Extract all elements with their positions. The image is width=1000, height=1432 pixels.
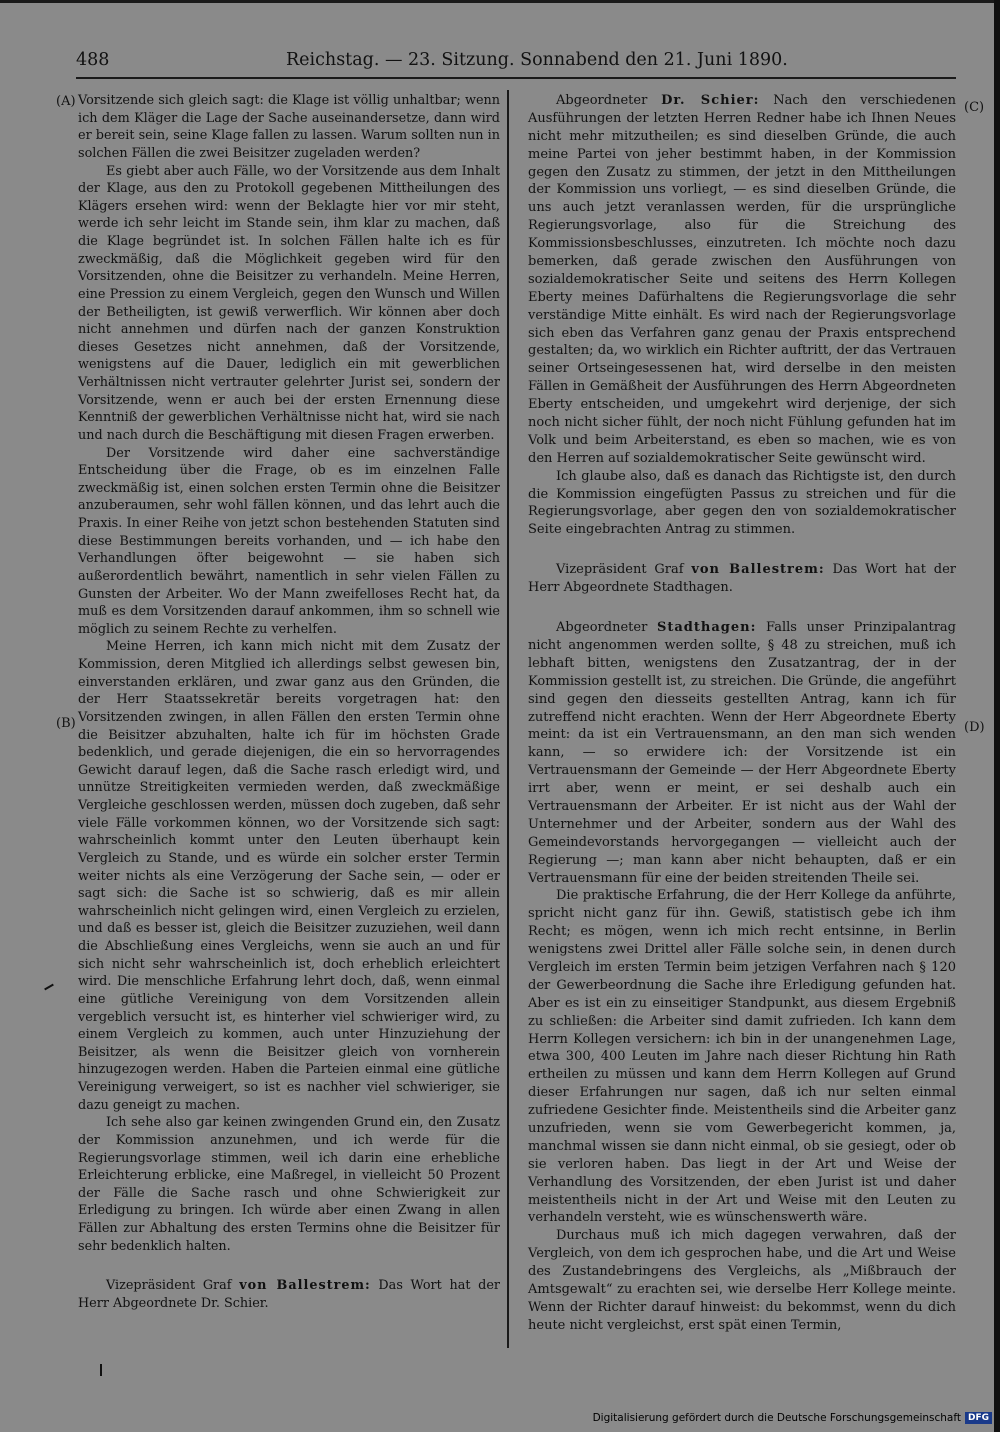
- footer-text: Digitalisierung gefördert durch die Deutsche Forschungsgemeinschaft: [592, 1412, 961, 1424]
- margin-marker-a: (A): [56, 94, 76, 109]
- paragraph: Durchaus muß ich mich dagegen verwahren, daß der Vergleich, von dem ich gesprochen habe, und die Art und Weise des Zustandebringens des Vergleichs, als „Mißbrauch der Amtsgewalt“ zu erachten sei, wie derselbe Herr Kollege meinte. Wenn der Richter darauf hinweist: du bekommst, wenn du dich heute nicht vergleichst, erst spät einen Termin,: [528, 1228, 956, 1333]
- margin-marker-b: (B): [56, 716, 76, 731]
- digitization-footer: [593, 1412, 992, 1424]
- speaker-text: Das Wort hat der Herr Abgeordnete Dr. Schier.: [78, 1278, 501, 1311]
- dfg-logo: DFG: [965, 1412, 992, 1424]
- speaker-paragraph: [528, 92, 956, 468]
- margin-marker-d: (D): [964, 720, 985, 735]
- paragraph: Meine Herren, ich kann mich nicht mit dem Zusatz der Kommission, deren Mitglied ich allerdings selbst gewesen bin, einverstanden erklären, und zwar ganz aus den Gründen, die der Herr Staatssekretär bereits vorgetragen hat: den Vorsitzenden zwingen, in allen Fällen den ersten Termin ohne die Beisitzer abzuhalten, halte ich für im höchsten Grade bedenklich, und gerade diejenigen, die ein so hervorragendes Gewicht darauf legen, daß die Sache rasch erledigt wird, und unnütze Streitigkeiten vermieden werden, daß zweckmäßige Vergleiche geschlossen werden, müssen doch zugeben, daß sehr viele Fälle vorkommen können, wo der Vorsitzende sich sagt: wahrscheinlich kommt unter den Leuten überhaupt kein Vergleich zu Stande, und es würde ein solcher erster Termin weiter nichts als eine Verzögerung der Sache sein, — oder er sagt sich: die Sache ist so schwierig, daß es mir allein wahrscheinlich nicht gelingen wird, einen Vergleich zu erzielen, und daß es besser ist, gleich die Beisitzer zuzuziehen, weil dann die Abschließung eines Vergleichs, wenn sie auch an und für sich nicht sehr wahrscheinlich ist, doch erheblich erleichtert wird. Die menschliche Erfahrung lehrt doch, daß, wenn einmal eine gütliche Vereinigung von dem Vorsitzenden allein vergeblich versucht ist, es hinterher viel schwieriger wird, zu einem Vergleich zu kommen, auch unter Hinzuziehung der Beisitzer, als wenn die Beisitzer gleich von vornherein hinzugezogen werden. Haben die Parteien einmal eine gütliche Vereinigung verweigert, so ist es nachher viel schwieriger, sie dazu geneigt zu machen.: [78, 639, 500, 1113]
- speaker-text: Falls unser Prinzipalantrag nicht angenommen werden sollte, § 48 zu streichen, muß ich lebhaft bitten, wenigstens den Zusatzantrag, der in der Kommission gestellt ist, zu streichen. Die Gründe, die angeführt sind gegen den diesseits gestellten Antrag, kann ich für zutreffend nicht erachten. Wenn der Herr Abgeordnete Eberty meint: da ist ein Vertrauensmann, an den man sich wenden kann, — so erwidere ich: der Vorsitzende ist ein Vertrauensmann der Gemeinde — der Herr Abgeordnete Eberty irrt aber, wenn er meint, er sei deshalb auch ein Vertrauensmann der Arbeiter. Er ist nicht aus der Wahl der Unternehmer und der Arbeiter, sondern aus der Wahl des Gemeindevorstands hervorgegangen — vielleicht auch der Regierung —; man kann aber nicht behaupten, daß er ein Vertrauensmann für eine der beiden streitenden Theile sei.: [528, 620, 956, 886]
- speaker-text: Nach den verschiedenen Ausführungen der letzten Herren Redner habe ich Ihnen Neues nicht mehr mitzutheilen; es sind dieselben Gründe, die auch meine Partei von jeher bestimmt haben, in der Kommission gegen den Zusatz zu stimmen, der jetzt in den Mittheilungen der Kommission uns vorliegt, — es sind dieselben Gründe, die uns auch jetzt veranlassen werden, für die ursprüngliche Regierungsvorlage, also für die Streichung des Kommissionsbeschlusses, einzutreten. Ich möchte noch dazu bemerken, daß gerade zwischen den Ausführungen von sozialdemokratischer Seite und seitens des Herrn Kollegen Eberty meines Dafürhaltens die Regierungsvorlage die sehr verständige Mitte einhält. Es wird nach der Regierungsvorlage sich eben das Verfahren ganz genau der Praxis entsprechend gestalten; da, wo wirklich ein Richter auftritt, der das Vertrauen seiner Ortseingesessenen hat, wird derselbe in den meisten Fällen in Gemäßheit der Ausführungen des Herrn Abgeordneten Eberty entscheiden, und umgekehrt wird derjenige, der sich noch nicht sicher fühlt, der noch nicht Fühlung gefunden hat im Volk und beim Arbeiterstand, es eben so machen, wie es von den Herren auf sozialdemokratischer Seite gewünscht wird.: [528, 93, 957, 466]
- margin-marker-c: (C): [964, 100, 985, 115]
- page-number: 488: [76, 50, 110, 70]
- paragraph: Ich sehe also gar keinen zwingenden Grund ein, den Zusatz der Kommission anzunehmen, und ich werde für die Regierungsvorlage stimmen, weil ich darin eine erhebliche Erleichterung erblicke, eine Maßregel, in vielleicht 50 Prozent der Fälle die Sache rasch und ohne Schwierigkeit zur Erledigung zu bringen. Ich würde aber einen Zwang in allen Fällen zur Abhaltung des ersten Termins ohne die Beisitzer für sehr bedenklich halten.: [78, 1115, 500, 1254]
- speaker-paragraph: [528, 561, 956, 597]
- scan-mark: [44, 984, 54, 991]
- paragraph: Es giebt aber auch Fälle, wo der Vorsitzende aus dem Inhalt der Klage, aus den zu Protokoll gegebenen Mittheilungen des Klägers ersehen wird: wenn der Beklagte hier vor mir steht, werde ich sehr leicht im Stande sein, ihm klar zu machen, daß die Klage begründet ist. In solchen Fällen halte ich es für zweckmäßig, daß die Möglichkeit gegeben wird für den Vorsitzenden, ohne die Beisitzer zu verhandeln. Meine Herren, eine Pression zu einem Vergleich, gegen den Wunsch und Willen der Betheiligten, ist gewiß verwerflich. Wir können aber doch nicht annehmen und dürfen nach der ganzen Konstruktion dieses Gesetzes nicht annehmen, daß der Vorsitzende, wenigstens auf die Dauer, lediglich ein mit gewerblichen Verhältnissen nicht vertrauter gelehrter Jurist sei, sondern der Vorsitzende, wenn er auch bei der ersten Ernennung diese Kenntniß der gewerblichen Verhältnisse nicht hat, wird sie nach und nach durch die Beschäftigung mit diesen Fragen erwerben.: [78, 163, 500, 443]
- paragraph: Ich glaube also, daß es danach das Richtigste ist, den durch die Kommission eingefügten Passus zu streichen und für die Regierungsvorlage, aber gegen den von sozialdemokratischer Seite eingebrachten Antrag zu stimmen.: [528, 468, 956, 538]
- left-column: [78, 92, 500, 1313]
- header-rule: [76, 77, 956, 79]
- paragraph: Vorsitzende sich gleich sagt: die Klage ist völlig unhaltbar; wenn ich dem Kläger die Lage der Sache auseinandersetze, dann wird er bereit sein, seine Klage fallen zu lassen. Warum sollten nun in solchen Fällen die zwei Beisitzer zugeladen werden?: [78, 93, 500, 161]
- page-header: [76, 50, 956, 76]
- running-title: Reichstag. — 23. Sitzung. Sonnabend den 21. Juni 1890.: [286, 50, 788, 70]
- top-border: [0, 0, 1000, 3]
- scan-mark: [100, 1364, 102, 1376]
- speaker-prefix: Abgeordneter: [556, 93, 662, 108]
- speaker-name: von Ballestrem:: [239, 1278, 371, 1294]
- page-edge: [994, 0, 1000, 1432]
- speaker-paragraph: [78, 1277, 500, 1312]
- speaker-prefix: Vizepräsident Graf: [556, 562, 692, 578]
- paragraph: Der Vorsitzende wird daher eine sachverständige Entscheidung über die Frage, ob es im einzelnen Falle zweckmäßig ist, einen solchen ersten Termin ohne die Beisitzer anzuberaumen, sehr wohl fällen können, und das lehrt auch die Praxis. In einer Reihe von jetzt schon bestehenden Statuten sind diese Bestimmungen bereits vorhanden, und — ich habe den Verhandlungen öfter beigewohnt — sie haben sich außerordentlich bewährt, namentlich in sehr vielen Fällen zu Gunsten der Arbeiter. Wo der Mann zweifelloses Recht hat, da muß es dem Vorsitzenden darauf ankommen, ihm so schnell wie möglich zu seinem Rechte zu verhelfen.: [78, 445, 500, 637]
- column-divider: [507, 90, 509, 1348]
- speaker-name: Dr. Schier:: [661, 93, 760, 108]
- speaker-prefix: Vizepräsident Graf: [106, 1278, 240, 1294]
- speaker-name: Stadthagen:: [656, 620, 757, 636]
- paragraph: Die praktische Erfahrung, die der Herr Kollege da anführte, spricht nicht ganz für ihn. Gewiß, statistisch gebe ich ihm Recht; es mögen, wenn ich mich recht entsinne, in Berlin wenigstens zwei Drittel aller Fälle solche sein, in denen durch Vergleich im ersten Termin beim jetzigen Verfahren nach § 120 der Gewerbeordnung die Sache ihre Erledigung gefunden hat. Aber es ist ein zu einseitiger Standpunkt, aus diesem Ergebniß zu schließen: die Arbeiter sind damit zufrieden. Ich kann dem Herrn Kollegen versichern: ich bin in der unangenehmen Lage, etwa 300, 400 Leuten im Jahre nach dieser Richtung hin Rath ertheilen zu müssen und kann dem Herrn Kollegen auf Grund dieser Erfahrungen nur sagen, daß ich nur selten einmal zufriedene Gesichter finde. Meistentheils sind die Arbeiter ganz unzufrieden, wenn sie vom Gewerbegericht kommen, ja, manchmal wissen sie dann nicht einmal, ob sie gesiegt, oder ob sie verloren haben. Das liegt in der Art und Weise der Verhandlung des Vorsitzenden, der eben Jurist ist und daher meistentheils nicht in der Art und Weise mit den Leuten zu verhandeln versteht, wie es wünschenswerth wäre.: [528, 888, 956, 1226]
- speaker-prefix: Abgeordneter: [556, 620, 657, 636]
- speaker-text: Das Wort hat der Herr Abgeordnete Stadthagen.: [528, 562, 956, 596]
- speaker-name: von Ballestrem:: [691, 562, 825, 578]
- right-column: [528, 92, 956, 1335]
- speaker-paragraph: [528, 619, 956, 887]
